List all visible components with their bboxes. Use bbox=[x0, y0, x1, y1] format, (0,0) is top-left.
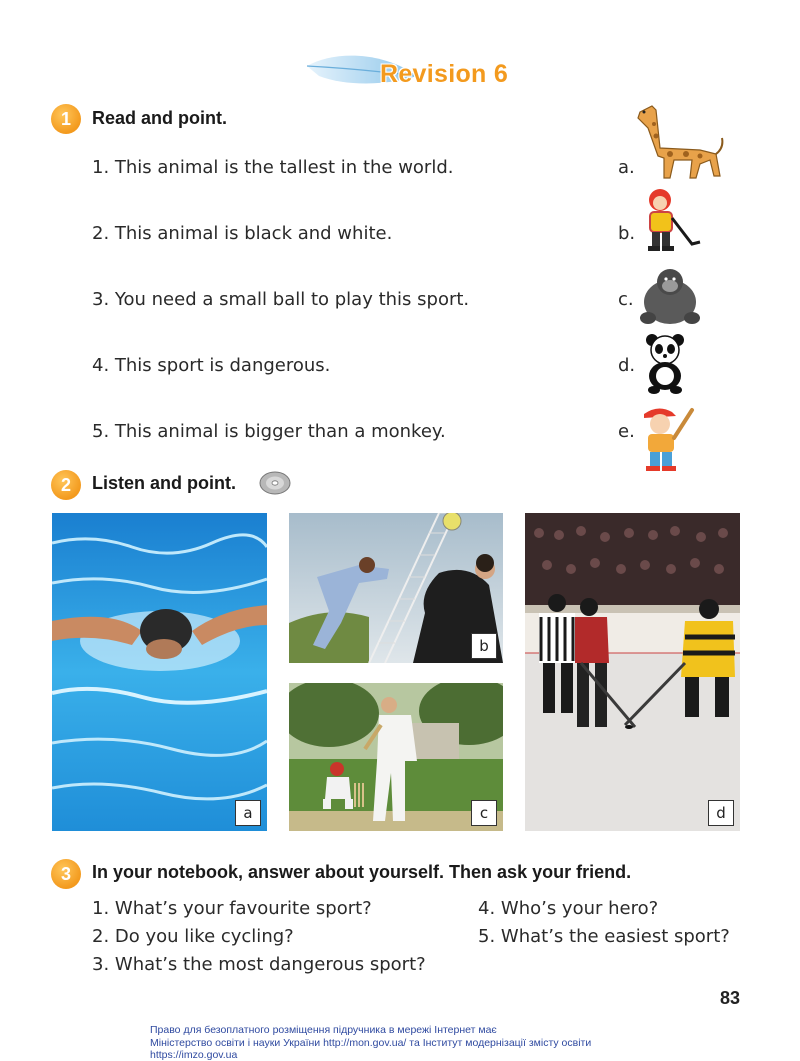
exercise-1-number: 1 bbox=[51, 104, 81, 134]
giraffe-icon bbox=[630, 98, 725, 184]
page-number: 83 bbox=[720, 988, 741, 1008]
exercise-2-title: Listen and point. bbox=[92, 473, 236, 493]
exercise-2-number: 2 bbox=[51, 470, 81, 500]
sentence-5: 5. This animal is bigger than a monkey. bbox=[92, 421, 446, 442]
sentence-3: 3. You need a small ball to play this sport. bbox=[92, 289, 470, 310]
gorilla-icon bbox=[630, 266, 725, 328]
question-3: 3. What’s the most dangerous sport? bbox=[92, 954, 426, 975]
exercise-3-number: 3 bbox=[51, 859, 81, 889]
footer-line-2: Міністерство освіти і науки України http://mon.gov.ua/ та Інститут модернізації змісту освіти https://imzo.gov.ua bbox=[150, 1037, 592, 1061]
exercise-3-title: In your notebook, answer about yourself. Then ask your friend. bbox=[92, 862, 632, 882]
photo-cricket bbox=[289, 683, 503, 831]
page-title: Revision 6 bbox=[380, 60, 509, 88]
question-5: 5. What’s the easiest sport? bbox=[478, 926, 730, 947]
photo-label-c: c bbox=[471, 800, 497, 826]
photo-ice-hockey bbox=[525, 513, 740, 831]
exercise-1-title: Read and point. bbox=[92, 108, 227, 128]
photo-volleyball bbox=[289, 513, 503, 663]
baseball-boy-icon bbox=[630, 404, 725, 474]
sentence-4: 4. This sport is dangerous. bbox=[92, 355, 331, 376]
sentence-2: 2. This animal is black and white. bbox=[92, 223, 393, 244]
question-1: 1. What’s your favourite sport? bbox=[92, 898, 372, 919]
photo-label-a: a bbox=[235, 800, 261, 826]
letter-e: e. bbox=[618, 421, 635, 442]
letter-c: c. bbox=[618, 289, 634, 310]
sentence-1: 1. This animal is the tallest in the world. bbox=[92, 157, 454, 178]
question-4: 4. Who’s your hero? bbox=[478, 898, 659, 919]
hockey-player-icon bbox=[630, 186, 725, 258]
photo-label-d: d bbox=[708, 800, 734, 826]
photo-swimming bbox=[52, 513, 267, 831]
question-2: 2. Do you like cycling? bbox=[92, 926, 294, 947]
letter-b: b. bbox=[618, 223, 636, 244]
photo-label-b: b bbox=[471, 633, 497, 659]
cd-icon[interactable] bbox=[258, 469, 292, 497]
footer-line-1: Право для безоплатного розміщення підручника в мережі Інтернет має bbox=[150, 1024, 497, 1036]
panda-icon bbox=[630, 332, 725, 394]
letter-d: d. bbox=[618, 355, 636, 376]
letter-a: a. bbox=[618, 157, 635, 178]
